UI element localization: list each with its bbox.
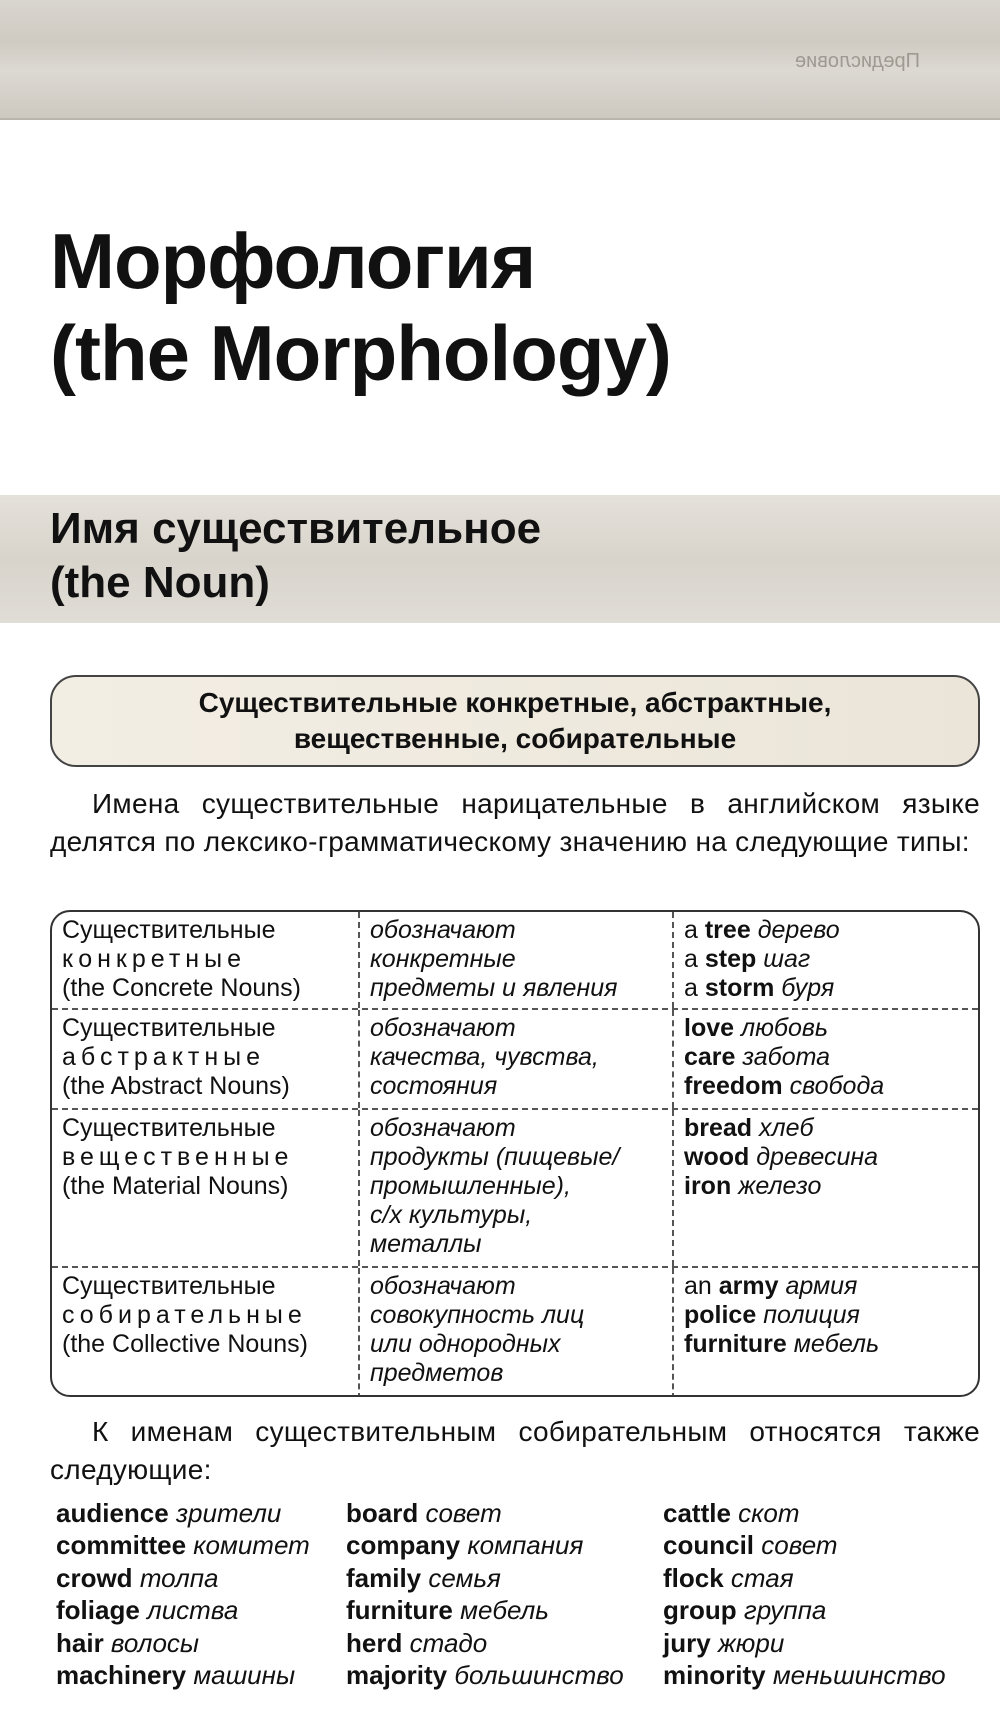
word: foliage bbox=[56, 1595, 140, 1626]
word: machinery bbox=[56, 1660, 187, 1691]
example-translation: хлеб bbox=[759, 1114, 814, 1142]
noun-type-name-line: абстрактные bbox=[62, 1043, 266, 1071]
example-entry bbox=[684, 1043, 970, 1072]
example-translation: полиция bbox=[763, 1301, 860, 1329]
noun-type-name-line: Существительные bbox=[62, 916, 276, 944]
list-item bbox=[346, 1659, 624, 1691]
word: cattle bbox=[663, 1498, 731, 1528]
word: audience bbox=[56, 1498, 169, 1528]
list-item bbox=[346, 1529, 624, 1561]
translation: толпа bbox=[139, 1562, 219, 1593]
list-item bbox=[56, 1529, 310, 1561]
meaning-line: предметов bbox=[370, 1359, 504, 1387]
noun-type-name bbox=[52, 1010, 358, 1108]
example-word: iron bbox=[684, 1172, 732, 1200]
meaning-line: качества, чувства, bbox=[370, 1043, 599, 1071]
example-word: tree bbox=[704, 916, 751, 944]
section-title bbox=[50, 502, 541, 610]
page-title-line-2: (the Morphology) bbox=[50, 309, 671, 397]
example-entry bbox=[684, 1014, 970, 1043]
example-article: a bbox=[684, 916, 705, 944]
collective-words-column bbox=[346, 1497, 624, 1691]
example-entry bbox=[684, 974, 970, 1003]
example-entry bbox=[684, 1072, 970, 1101]
collective-words-column bbox=[56, 1497, 310, 1691]
noun-type-name-line: Существительные bbox=[62, 1114, 276, 1142]
noun-type-name-line: собирательные bbox=[62, 1301, 307, 1329]
word: majority bbox=[346, 1660, 448, 1691]
example-entry bbox=[684, 1301, 970, 1330]
meaning-line: состояния bbox=[370, 1072, 498, 1100]
example-word: care bbox=[684, 1043, 736, 1071]
translation: стадо bbox=[409, 1627, 488, 1658]
noun-type-row-abstract bbox=[52, 1010, 978, 1110]
noun-type-name-line: вещественные bbox=[62, 1143, 294, 1171]
example-entry bbox=[684, 1272, 970, 1301]
section-title-line-2: (the Noun) bbox=[50, 558, 270, 607]
word: committee bbox=[56, 1530, 187, 1561]
example-entry bbox=[684, 916, 970, 945]
noun-type-row-material bbox=[52, 1110, 978, 1268]
translation: волосы bbox=[110, 1627, 200, 1658]
subtopic-heading: Существительные конкретные, абстрактные, вещественные, собирательные bbox=[198, 687, 832, 754]
translation: зрители bbox=[175, 1498, 282, 1528]
noun-type-examples bbox=[672, 1010, 978, 1108]
example-translation: шаг bbox=[763, 945, 811, 973]
example-entry bbox=[684, 1172, 970, 1201]
noun-type-meaning bbox=[358, 912, 672, 1008]
noun-type-name bbox=[52, 912, 358, 1008]
example-article: an bbox=[684, 1272, 719, 1300]
translation: стая bbox=[730, 1562, 794, 1593]
translation: семья bbox=[428, 1562, 501, 1593]
example-entry bbox=[684, 1330, 970, 1359]
example-translation: свобода bbox=[789, 1072, 885, 1100]
word: herd bbox=[346, 1627, 403, 1658]
translation: совет bbox=[761, 1530, 838, 1561]
noun-type-meaning bbox=[358, 1010, 672, 1108]
list-item bbox=[663, 1562, 946, 1594]
noun-type-examples bbox=[672, 1268, 978, 1397]
intro-paragraph: Имена существительные нарицательные в английском языке делятся по лексико-грамматическому значению на следующие типы: bbox=[50, 788, 980, 857]
example-word: furniture bbox=[684, 1330, 787, 1358]
noun-type-name bbox=[52, 1110, 358, 1266]
translation: комитет bbox=[193, 1530, 310, 1561]
noun-type-name-line: Существительные bbox=[62, 1272, 276, 1300]
example-word: love bbox=[684, 1014, 735, 1042]
collective-words-column bbox=[663, 1497, 946, 1691]
word: flock bbox=[663, 1562, 724, 1593]
example-translation: армия bbox=[785, 1272, 858, 1300]
meaning-line: промышленные), bbox=[370, 1172, 571, 1200]
translation: скот bbox=[738, 1498, 800, 1528]
word: crowd bbox=[56, 1562, 133, 1593]
example-translation: древесина bbox=[756, 1143, 879, 1171]
example-entry bbox=[684, 1143, 970, 1172]
translation: совет bbox=[425, 1498, 502, 1528]
list-item bbox=[663, 1529, 946, 1561]
example-translation: железо bbox=[738, 1172, 822, 1200]
noun-type-meaning bbox=[358, 1268, 672, 1397]
page-header-band bbox=[0, 0, 1000, 120]
translation: группа bbox=[743, 1595, 827, 1626]
noun-type-name bbox=[52, 1268, 358, 1397]
meaning-line: обозначают bbox=[370, 1114, 516, 1142]
word: furniture bbox=[346, 1595, 453, 1626]
noun-types-table bbox=[50, 910, 980, 1397]
translation: жюри bbox=[717, 1627, 785, 1658]
example-word: police bbox=[684, 1301, 757, 1329]
meaning-line: с/х культуры, bbox=[370, 1201, 533, 1229]
translation: компания bbox=[467, 1530, 584, 1561]
example-word: wood bbox=[684, 1143, 750, 1171]
word: group bbox=[663, 1595, 737, 1626]
word: jury bbox=[663, 1627, 711, 1658]
noun-type-english-name: (the Abstract Nouns) bbox=[62, 1072, 290, 1100]
page-title bbox=[50, 215, 671, 399]
example-word: freedom bbox=[684, 1072, 783, 1100]
list-item bbox=[56, 1659, 310, 1691]
collective-words-list bbox=[56, 1497, 986, 1717]
word: family bbox=[346, 1562, 422, 1593]
meaning-line: продукты (пищевые/ bbox=[370, 1143, 620, 1171]
list-item bbox=[663, 1627, 946, 1659]
section-title-line-1: Имя существительное bbox=[50, 504, 542, 553]
list-item bbox=[663, 1497, 946, 1529]
translation: листва bbox=[147, 1595, 239, 1626]
list-item bbox=[663, 1594, 946, 1626]
noun-type-english-name: (the Concrete Nouns) bbox=[62, 974, 302, 1002]
example-word: step bbox=[704, 945, 757, 973]
list-item bbox=[56, 1497, 310, 1529]
example-translation: буря bbox=[781, 974, 835, 1002]
list-item bbox=[346, 1562, 624, 1594]
example-translation: любовь bbox=[740, 1014, 829, 1042]
collective-paragraph: К именам существительным собирательным относятся также следующие: bbox=[50, 1416, 980, 1485]
meaning-line: совокупность лиц bbox=[370, 1301, 585, 1329]
noun-type-row-collective bbox=[52, 1268, 978, 1397]
noun-type-english-name: (the Collective Nouns) bbox=[62, 1330, 308, 1358]
example-entry bbox=[684, 1114, 970, 1143]
running-head: Предисловие bbox=[795, 50, 920, 72]
list-item bbox=[56, 1594, 310, 1626]
list-item bbox=[346, 1627, 624, 1659]
list-item bbox=[56, 1562, 310, 1594]
translation: мебель bbox=[460, 1595, 549, 1626]
meaning-line: конкретные bbox=[370, 945, 516, 973]
example-translation: мебель bbox=[793, 1330, 880, 1358]
meaning-line: обозначают bbox=[370, 1272, 516, 1300]
list-item bbox=[346, 1497, 624, 1529]
word: minority bbox=[663, 1660, 766, 1691]
example-word: army bbox=[718, 1272, 779, 1300]
list-item bbox=[663, 1659, 946, 1691]
page-title-line-1: Морфология bbox=[50, 217, 536, 305]
noun-type-examples bbox=[672, 1110, 978, 1266]
translation: машины bbox=[193, 1660, 296, 1691]
noun-type-name-line: Существительные bbox=[62, 1014, 276, 1042]
meaning-line: предметы и явления bbox=[370, 974, 618, 1002]
example-entry bbox=[684, 945, 970, 974]
example-article: a bbox=[684, 945, 705, 973]
example-translation: забота bbox=[742, 1043, 831, 1071]
noun-type-name-line: конкретные bbox=[62, 945, 246, 973]
example-article: a bbox=[684, 974, 705, 1002]
example-translation: дерево bbox=[757, 916, 840, 944]
noun-type-row-concrete bbox=[52, 912, 978, 1010]
noun-type-examples bbox=[672, 912, 978, 1008]
list-item bbox=[346, 1594, 624, 1626]
example-word: bread bbox=[684, 1114, 753, 1142]
subtopic-heading-box bbox=[50, 675, 980, 767]
meaning-line: или однородных bbox=[370, 1330, 561, 1358]
translation: большинство bbox=[454, 1660, 624, 1691]
example-word: storm bbox=[704, 974, 775, 1002]
meaning-line: металлы bbox=[370, 1230, 482, 1258]
meaning-line: обозначают bbox=[370, 1014, 516, 1042]
meaning-line: обозначают bbox=[370, 916, 516, 944]
word: council bbox=[663, 1530, 755, 1561]
word: hair bbox=[56, 1627, 104, 1658]
noun-type-meaning bbox=[358, 1110, 672, 1266]
word: company bbox=[346, 1530, 461, 1561]
noun-type-english-name: (the Material Nouns) bbox=[62, 1172, 289, 1200]
translation: меньшинство bbox=[772, 1660, 946, 1691]
list-item bbox=[56, 1627, 310, 1659]
word: board bbox=[346, 1498, 419, 1528]
